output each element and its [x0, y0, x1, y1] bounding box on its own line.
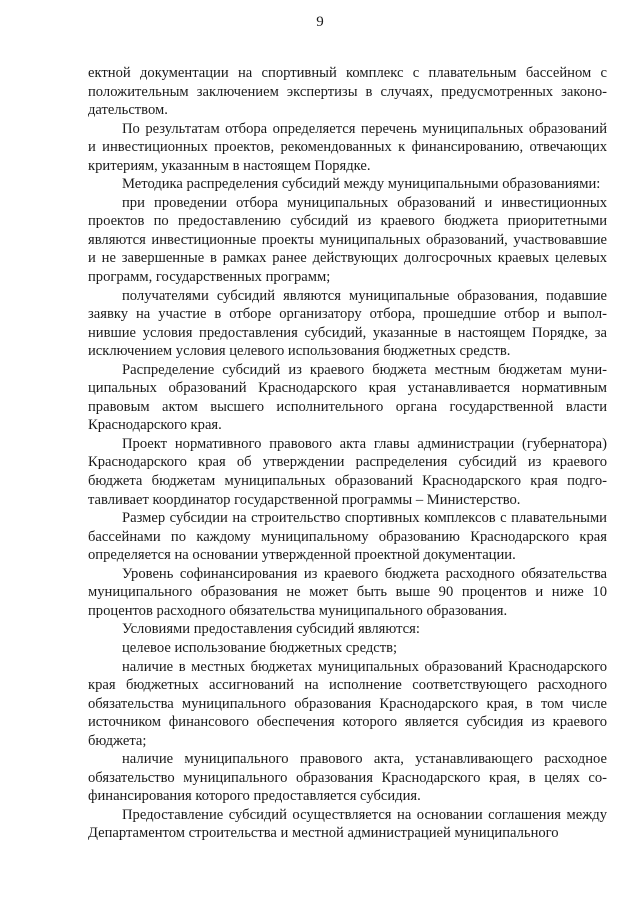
paragraph-subsidy-size: Размер субсидии на строительство спортивных комплексов с плавательными бассейнами по каждому муниципальному образованию Краснодарского края определяется на основании утвержденной проектной документации. [88, 510, 607, 564]
paragraph-draft-act: Проект нормативного правового акта главы администрации (губернатора) Краснодарского края об утверждении распределения субсидий из краевого бюджета бюджетам муниципальных образований Краснодарского края подготавливает координатор государственной программы – Министерство. [88, 435, 607, 508]
paragraph-subsidy-agreement: Предоставление субсидий осуществляется на основании соглашения между Департаментом строительства и местной администрацией муниципального [88, 806, 607, 842]
paragraph-priority-projects: при проведении отбора муниципальных образований и инвестиционных проектов по предоставлению субсидий из краевого бюджета приоритетными являются инвестиционные проекты муниципальных образований, участвовавшие и не завершенные в рамках ранее действующих долгосрочных краевых целевых программ, государственных программ; [88, 194, 607, 286]
paragraph-distribution-method: Методика распределения субсидий между муниципальными образованиями: [122, 176, 601, 193]
paragraph-selection-results: По результатам отбора определяется перечень муниципальных образований и инвестиционных проектов, рекомендованных к финансированию, отвечающих критериям, указанным в настоящем Порядке. [88, 120, 607, 174]
paragraph-continuation: ектной документации на спортивный комплекс с плавательным бассейном с положительным заключением экспертизы в случаях, предусмотренных законодательством. [88, 65, 607, 119]
paragraph-subsidy-distribution: Распределение субсидий из краевого бюджета местным бюджетам муниципальных образований Краснодарского края устанавливается нормативным правовым актом высшего исполнительного органа государственной власти Краснодарского края. [88, 361, 607, 434]
paragraph-condition-legal-act: наличие муниципального правового акта, устанавливающего расходное обязательство муниципального образования Краснодарского края, в целях софинансирования которого предоставляется субсидия. [88, 751, 607, 805]
paragraph-condition-budget-allocations: наличие в местных бюджетах муниципальных образований Краснодарского края бюджетных ассигнований на исполнение соответствующего расходного обязательства муниципального образования Краснодарского края, в том числе источником финансового обеспечения которого является субсидия из краевого бюджета; [88, 658, 607, 749]
paragraph-condition-targeted-use: целевое использование бюджетных средств; [122, 639, 398, 656]
paragraph-cofinancing-level: Уровень софинансирования из краевого бюджета расходного обязательства муниципального образования не может быть выше 90 процентов и ниже 10 процентов расходного обязательства муниципального образования. [88, 565, 607, 619]
page-number: 9 [316, 14, 324, 30]
paragraph-conditions-heading: Условиями предоставления субсидий являются: [122, 621, 420, 638]
paragraph-subsidy-recipients: получателями субсидий являются муниципальные образования, подавшие заявку на участие в отборе организатору отбора, прошедшие отбор и выполнившие условия предоставления субсидий, указанные в настоящем Порядке, за исключением условия целевого использования бюджетных средств. [88, 287, 607, 360]
document-body [88, 64, 607, 843]
